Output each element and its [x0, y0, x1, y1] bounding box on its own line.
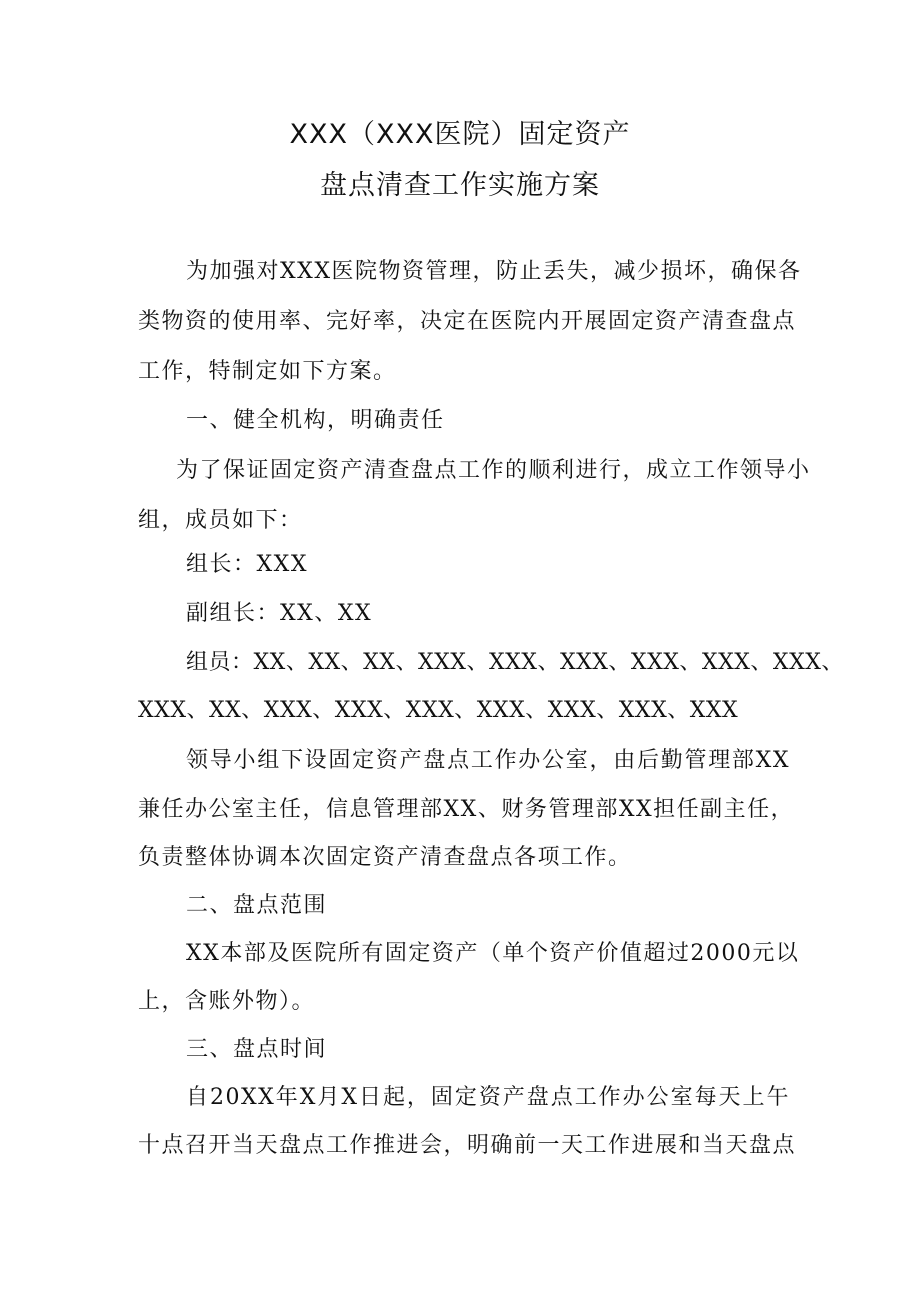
- paragraph-group-line-2: 组，成员如下：: [138, 508, 303, 533]
- document-title-line-1: XXX（XXX医院）固定资产: [289, 119, 631, 150]
- paragraph-scope-line-2: 上，含账外物）。: [138, 989, 316, 1014]
- group-members-line-1: 组员：XX、XX、XX、XXX、XXX、XXX、XXX、XXX、XXX、: [186, 650, 844, 675]
- paragraph-intro-line-3: 工作，特制定如下方案。: [138, 359, 397, 384]
- paragraph-office-line-1: 领导小组下设固定资产盘点工作办公室，由后勤管理部XX: [186, 748, 790, 773]
- group-deputy-leader: 副组长：XX、XX: [186, 601, 373, 626]
- paragraph-office-line-2: 兼任办公室主任，信息管理部XX、财务管理部XX担任副主任，: [138, 797, 795, 822]
- group-members-line-2: XXX、XX、XXX、XXX、XXX、XXX、XXX、XXX、XXX: [138, 698, 739, 723]
- group-leader: 组长：XXX: [186, 552, 308, 577]
- document-title-line-2: 盘点清查工作实施方案: [320, 170, 600, 201]
- paragraph-scope-line-1: XX本部及医院所有固定资产（单个资产价值超过2000元以: [186, 941, 800, 966]
- paragraph-group-line-1: 为了保证固定资产清查盘点工作的顺利进行，成立工作领导小: [176, 458, 811, 483]
- paragraph-time-line-1: 自20XX年X月X日起，固定资产盘点工作办公室每天上午: [186, 1085, 790, 1110]
- section-heading-3: 三、盘点时间: [186, 1037, 328, 1062]
- paragraph-intro-line-2: 类物资的使用率、完好率，决定在医院内开展固定资产清查盘点: [138, 309, 797, 334]
- section-heading-2: 二、盘点范围: [186, 893, 328, 918]
- paragraph-time-line-2: 十点召开当天盘点工作推进会，明确前一天工作进展和当天盘点: [138, 1133, 797, 1158]
- section-heading-1: 一、健全机构，明确责任: [186, 408, 445, 433]
- paragraph-office-line-3: 负责整体协调本次固定资产清查盘点各项工作。: [138, 845, 632, 870]
- paragraph-intro-line-1: 为加强对XXX医院物资管理，防止丢失，减少损坏，确保各: [186, 259, 802, 284]
